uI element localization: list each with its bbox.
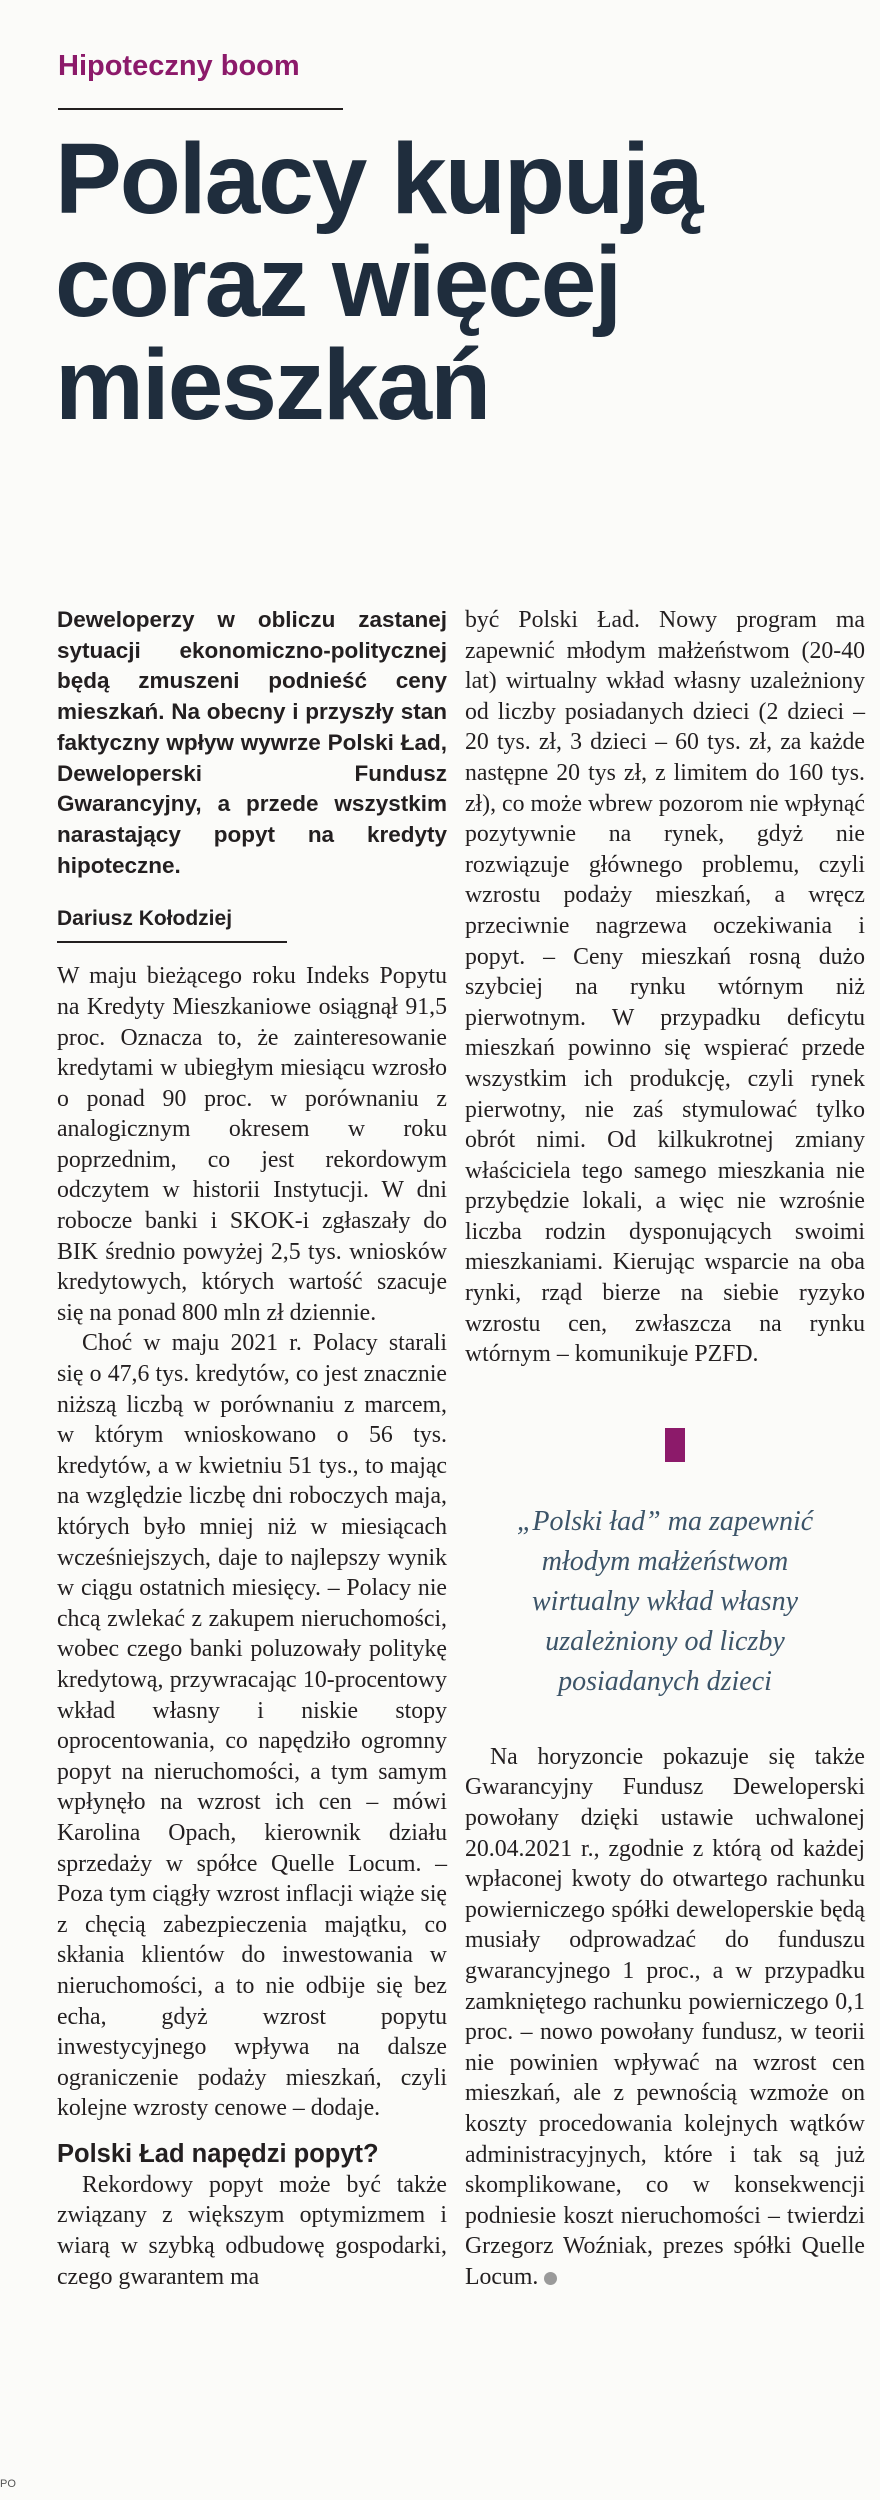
section-kicker: Hipoteczny boom xyxy=(58,50,300,82)
article-headline: Polacy kupują coraz więcej mieszkań xyxy=(55,123,702,441)
kicker-divider xyxy=(58,108,343,110)
body-paragraph: Choć w maju 2021 r. Polacy starali się o 47,6 tys. kredytów, co jest znacznie niższą liczbą w porównaniu z marcem, w którym wnioskowano o 56 tys. kredytów, a w kwietniu 51 tys., to mając na względzie liczbę dni roboczych maja, których było mniej niż w miesiącach wcześniejszych, daje to najlepszy wynik w ciągu ostatnich miesięcy. – Polacy nie chcą zwlekać z zakupem nieruchomości, wobec czego banki poluzowały politykę kredytową, przywracając 10-procentowy wkład własny i niskie stopy oprocentowania, co napędziło ogromny popyt na nieruchomości, a tym samym wpłynęło na wzrost ich cen – mówi Karolina Opach, kierownik działu sprzedaży w spółce Quelle Locum. – Poza tym ciągły wzrost inflacji wiąże się z chęcią zabezpieczenia majątku, co skłania klientów do inwestowania w nieruchomości, a to nie odbije się bez echa, gdyż wzrost popytu inwestycyjnego wpływa na dalsze ograniczenie podaży mieszkań, czyli kolejne wzrosty cenowe – dodaje. xyxy=(57,1330,447,2122)
pull-quote: „Polski ład” ma zapewnić młodym małżeństwom wirtualny wkład własny uzależniony od liczby posiadanych dzieci xyxy=(516,1505,814,1697)
pullquote-marker xyxy=(665,1428,685,1462)
body-paragraph: W maju bieżącego roku Indeks Popytu na Kredyty Mieszkaniowe osiągnął 91,5 proc. Oznacza to, że zainteresowanie kredytami w ubiegłym miesiącu wzrosło o ponad 90 proc. w porównaniu z analogicznym okresem w roku poprzednim, co jest rekordowym odczytem w historii Instytucji. W dni robocze banki i SKOK-i zgłaszały do BIK średnio powyżej 2,5 tys. wniosków kredytowych, których wartość szacuje się na ponad 800 mln zł dziennie. xyxy=(57,963,447,1326)
body-paragraph-text: Na horyzoncie pokazuje się także Gwarancyjny Fundusz Deweloperski powołany dzięki ustawie uchwalonej 20.04.2021 r., zgodnie z którą od każdej wpłaconej kwoty do otwartego rachunku powierniczego spółki deweloperskie będą musiały odprowadzać do funduszu gwarancyjnego 1 proc., a w przypadku zamkniętego rachunku powierniczego 0,1 proc. – nowo powołany fundusz, w teorii nie powinien wpływać na wzrost cen mieszkań, ale z pewnością wzmoże on koszty procedowania kolejnych wątków administracyjnych, które i tak są już skomplikowane, co w konsekwencji podniesie koszt nieruchomości – twierdzi Grzegorz Woźniak, prezes spółki Quelle Locum. xyxy=(465,1743,865,2290)
article-column-right xyxy=(465,605,865,2293)
end-of-article-icon xyxy=(544,2272,557,2285)
article-column-left xyxy=(57,605,447,2292)
body-paragraph: być Polski Ład. Nowy program ma zapewnić młodym małżeństwom (20-40 lat) wirtualny wkład własny uzależniony od liczby posiadanych dzieci (2 dzieci – 20 tys. zł, 3 dzieci – 60 tys. zł, za każde następne 20 tys zł, z limitem do 160 tys. zł), co może wbrew pozorom nie wpłynąć pozytywnie na rynek, gdyż nie rozwiązuje głównego problemu, czyli wzrostu podaży mieszkań, a wręcz przeciwnie nagrzewa oczekiwania i popyt. – Ceny mieszkań rosną dużo szybciej na rynku wtórnym niż pierwotnym. W przypadku deficytu mieszkań powinno się wspierać przede wszystkim ich produkcję, czyli rynek pierwotny, nie zaś stymulować tylko obrót nimi. Od kilkukrotnej zmiany właściciela tego samego mieszkania nie przybędzie lokali, a więc nie wzrośnie liczba rodzin dysponujących swoimi mieszkaniami. Kierując wsparcie na oba rynki, rząd bierze na siebie ryzyko wzrostu cen, zwłaszcza na rynku wtórnym – komunikuje PZFD. xyxy=(465,607,865,1368)
body-paragraph xyxy=(465,1742,865,2293)
article-lead: Deweloperzy w obliczu zastanej sytuacji ekonomiczno-politycznej będą zmuszeni podnieść ceny mieszkań. Na obecny i przyszły stan faktyczny wpływ wywrze Polski Ład, Deweloperski Fundusz Gwarancyjny, a przede wszystkim narastający popyt na kredyty hipoteczne. xyxy=(57,607,447,878)
body-paragraph: Rekordowy popyt może być także związany z większym optymizmem i wiarą w szybką odbudowę gospodarki, czego gwarantem ma xyxy=(57,2171,447,2290)
author-byline: Dariusz Kołodziej xyxy=(57,905,287,943)
margin-mark: PO xyxy=(0,2478,16,2490)
section-subhead: Polski Ład napędzi popyt? xyxy=(57,2139,379,2168)
